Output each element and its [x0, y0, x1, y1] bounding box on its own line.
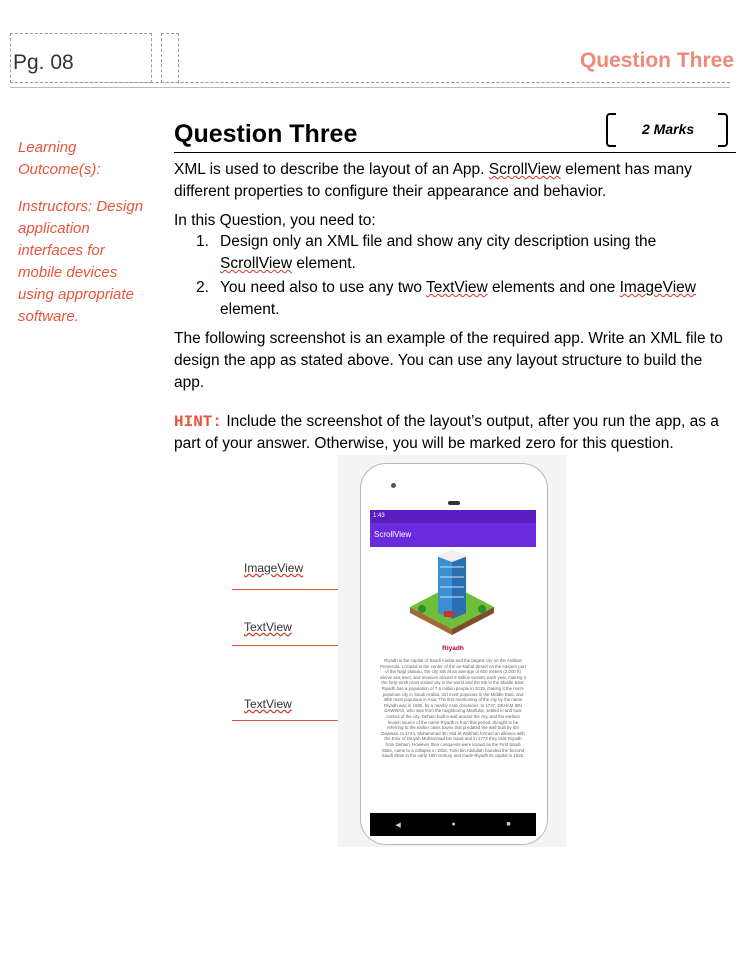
tree [418, 605, 426, 613]
marks-badge [606, 113, 728, 145]
entrance [444, 611, 454, 617]
building-image [370, 547, 536, 643]
task-list [190, 231, 730, 323]
question-title: Question Three [174, 120, 358, 148]
task-intro: In this Question, you need to: [174, 212, 376, 229]
app-title: ScrollView [374, 530, 412, 539]
term-imageview: ImageView [619, 279, 696, 296]
hint-label: HINT: [174, 413, 223, 431]
instructors-note: Instructors: Design application interfaces for mobile devices using appropriate software. [18, 198, 144, 325]
city-name: Riyadh [442, 645, 464, 652]
nav-bar [370, 813, 536, 836]
left-bracket [606, 113, 616, 147]
city-description: Riyadh is the capital of Saudi Arabia and the largest city on the Arabian Peninsula. Located in the center of the an-Nafud desert on the eastern part of the Najd plateau, the city sits at an average of 600 meters (2,000 ft) above sea level, and receives around 5 million tourists each year, making it the forty-ninth most visited city in the world and the 6th in the Middle East. Riyadh has a population of 7.6 million people in 2019, making it the most-populous city in Saudi Arabia, 3rd most populous in the Middle East, and 38th most populous in Asia. The first mentioning of the city by the name Riyadh was in 1590, by a nearby Arab chronicler. In 1737, DEHAM IBN DAWWAS, who was from the neighboring Manfuha, settled in and took control of the city. Deham built a wall around the city, and the earliest known source of the name Riyadh is from this period, thought to be referring to the earlier oasis towns that predated the wall built by Ibn Dawwas. In 1744, Muhammad ibn Abd al-Wahhab formed an alliance with the Emir of Diriyah Muhammad bin Saud and in 1773 they took Riyadh from Deham. However their conquests were known as the First Saudi State, came to a collapse in 1818. Turki bin Abdullah founded the Second Saudi State in the early 19th century and made Riyadh its capital in 1825. [380, 658, 526, 759]
header-section-title: Question Three [579, 49, 734, 72]
label-textview-2: TextView [244, 697, 292, 711]
title-underline [174, 152, 736, 153]
speaker-icon [448, 501, 460, 505]
label-imageview: ImageView [244, 561, 304, 575]
term-scrollview: ScrollView [488, 161, 561, 178]
status-bar [370, 510, 536, 523]
list-item: 1. Design only an XML file and show any city description using the ScrollView element. [196, 233, 657, 272]
phone-screenshot [338, 455, 566, 847]
learning-outcome-label: Learning Outcome(s): [18, 139, 101, 178]
camera-icon [391, 483, 396, 488]
header-rule-thin [10, 87, 730, 88]
status-time: 1:43 [373, 513, 385, 519]
recents-icon[interactable]: ■ [506, 821, 511, 828]
back-icon[interactable]: ◀ [395, 821, 401, 829]
phone-frame [360, 463, 548, 845]
app-bar [370, 523, 536, 547]
tree [478, 605, 486, 613]
marks-label: 2 Marks [642, 121, 695, 137]
home-icon[interactable]: ● [451, 821, 456, 828]
term-scrollview: ScrollView [220, 255, 293, 272]
term-textview: TextView [425, 279, 488, 296]
right-bracket [718, 113, 728, 147]
page-header [10, 33, 734, 83]
hint-paragraph: HINT: Include the screenshot of the layout’s output, after you run the app, as a part of your answer. Otherwise, you will be marked zero for this question. [174, 413, 719, 452]
phone-screen [370, 510, 536, 836]
list-item: 2. You need also to use any two TextView elements and one ImageView element. [196, 279, 696, 318]
label-textview-1: TextView [244, 620, 292, 634]
page-number: Pg. 08 [13, 51, 74, 74]
intro-paragraph: XML is used to describe the layout of an App. ScrollView element has many different properties to configure their appearance and behavior. [174, 161, 692, 200]
header-divider-box [161, 33, 179, 83]
example-paragraph: The following screenshot is an example of the required app. Write an XML file to design the app as stated above. You can use any layout structure to build the app. [174, 330, 723, 391]
header-rule [10, 82, 730, 83]
